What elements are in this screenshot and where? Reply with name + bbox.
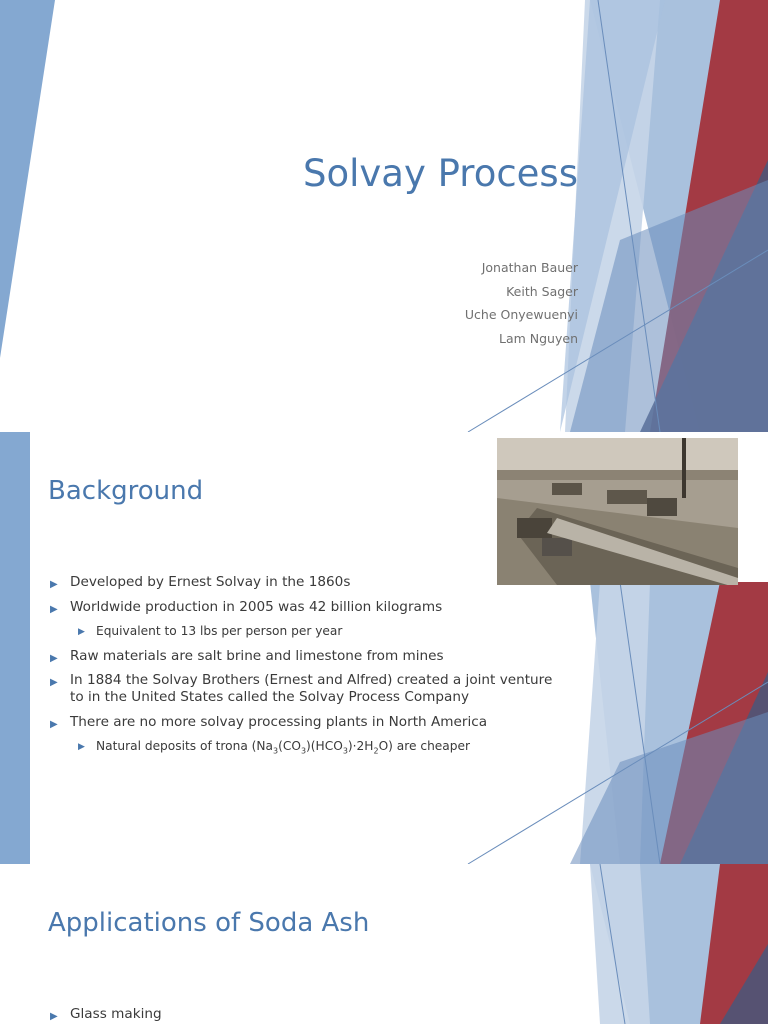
decorative-shapes — [0, 0, 768, 432]
author-name: Lam Nguyen — [499, 330, 578, 346]
bullet-text: There are no more solvay processing plants in North America — [70, 713, 488, 730]
decorative-shapes — [0, 864, 768, 1024]
bullet-text: Raw materials are salt brine and limestone from mines — [70, 647, 444, 664]
bullet-item — [48, 648, 568, 665]
slide-title-text: Background — [48, 476, 204, 506]
bullet-text: In 1884 the Solvay Brothers (Ernest and Alfred) created a joint venture to in the United States called the Solvay Process Company — [70, 672, 553, 705]
triangle-bullet-icon: ▶ — [50, 652, 58, 664]
bullet-text: Equivalent to 13 lbs per person per year — [96, 624, 343, 638]
author-name: Jonathan Bauer — [481, 260, 578, 275]
author-name: Uche Onyewuenyi — [464, 307, 578, 322]
bullet-item — [48, 714, 568, 731]
bullet-list — [48, 1006, 568, 1024]
triangle-bullet-icon: ▶ — [50, 718, 58, 730]
slide-title — [0, 0, 768, 432]
triangle-bullet-icon: ▶ — [50, 677, 58, 688]
bullet-text: Glass making — [70, 1006, 162, 1022]
author-name: Keith Sager — [506, 283, 578, 299]
bullet-list — [48, 574, 568, 767]
bullet-text: Developed by Ernest Solvay in the 1860s — [70, 574, 351, 590]
sub-bullet-item — [48, 738, 568, 759]
triangle-bullet-icon: ▶ — [78, 627, 85, 637]
bullet-item — [48, 574, 568, 591]
triangle-bullet-icon: ▶ — [78, 742, 85, 752]
triangle-bullet-icon: ▶ — [50, 1011, 58, 1022]
slide-background — [0, 432, 768, 864]
triangle-bullet-icon: ▶ — [50, 579, 58, 590]
bullet-text: Worldwide production in 2005 was 42 billion kilograms — [70, 598, 443, 615]
slide-applications — [0, 864, 768, 1024]
bullet-text: Natural deposits of trona $(Na_3(CO_3)(HCO_3)\cdot 2H_2O)$ are cheaper — [96, 739, 471, 756]
author-list — [465, 256, 578, 350]
slide-title-text: Applications of Soda Ash — [48, 908, 370, 938]
bullet-item — [48, 599, 568, 616]
bullet-item — [48, 1006, 568, 1023]
bullet-item — [48, 672, 568, 706]
sub-bullet-item — [48, 623, 568, 640]
factory-photo — [497, 438, 738, 585]
triangle-bullet-icon: ▶ — [50, 603, 58, 615]
slide-title-text: Solvay Process — [303, 152, 578, 195]
